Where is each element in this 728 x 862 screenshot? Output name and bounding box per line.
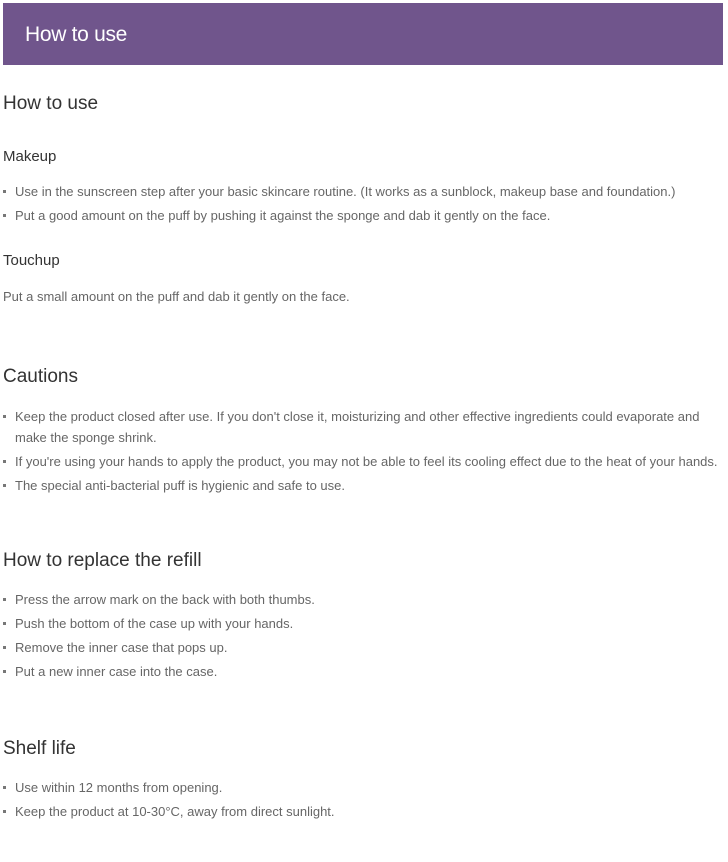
list-item: If you're using your hands to apply the product, you may not be able to feel its cooling effect due to the heat of your hands.	[3, 451, 721, 472]
list-item: Put a good amount on the puff by pushing it against the sponge and dab it gently on the face.	[3, 205, 721, 226]
list-item: Remove the inner case that pops up.	[3, 637, 721, 658]
subsection-title-touchup: Touchup	[3, 252, 60, 269]
list-item: Use within 12 months from opening.	[3, 777, 721, 798]
section-shelf-life	[3, 737, 721, 822]
section-how-to-use	[3, 92, 721, 307]
content	[3, 92, 721, 825]
list-item: Use in the sunscreen step after your basic skincare routine. (It works as a sunblock, makeup base and foundation.)	[3, 181, 721, 202]
list-item: Keep the product closed after use. If you don't close it, moisturizing and other effective ingredients could evaporate and make the sponge shrink.	[3, 406, 721, 448]
section-title-refill: How to replace the refill	[3, 550, 202, 571]
subsection-title-makeup: Makeup	[3, 148, 57, 165]
refill-list	[3, 589, 721, 682]
list-item: Press the arrow mark on the back with both thumbs.	[3, 589, 721, 610]
section-title-how-to-use: How to use	[3, 93, 99, 114]
list-item: The special anti-bacterial puff is hygienic and safe to use.	[3, 475, 721, 496]
touchup-text: Put a small amount on the puff and dab it gently on the face.	[3, 289, 350, 304]
section-title-shelf-life: Shelf life	[3, 738, 76, 759]
section-cautions	[3, 365, 721, 496]
list-item: Put a new inner case into the case.	[3, 661, 721, 682]
page-header	[3, 3, 723, 65]
list-item: Keep the product at 10-30°C, away from direct sunlight.	[3, 801, 721, 822]
section-replace-refill	[3, 549, 721, 682]
list-item: Push the bottom of the case up with your hands.	[3, 613, 721, 634]
section-title-cautions: Cautions	[3, 366, 78, 387]
makeup-list	[3, 181, 721, 226]
shelf-life-list	[3, 777, 721, 822]
cautions-list	[3, 406, 721, 496]
header-title: How to use	[25, 23, 128, 46]
